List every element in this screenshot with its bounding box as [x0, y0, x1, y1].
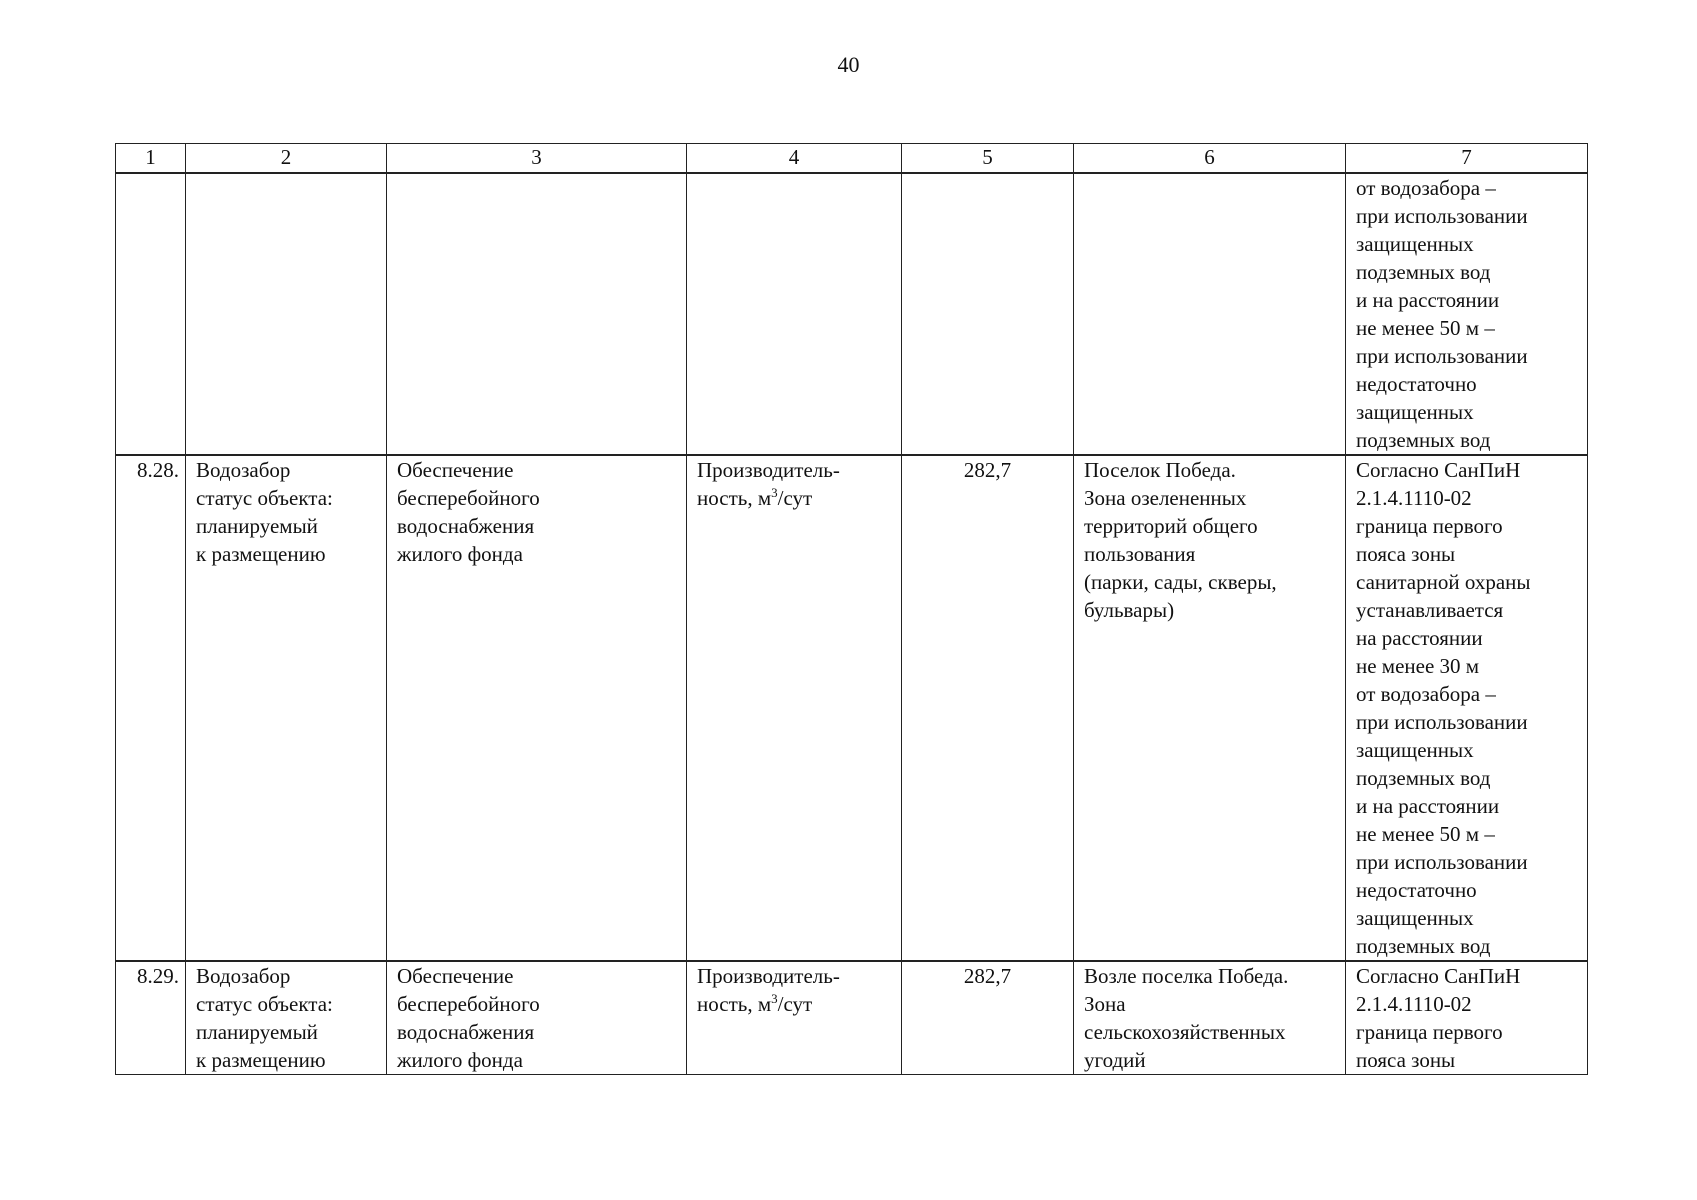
header-cell-1: 1 — [116, 144, 186, 174]
unit-superscript: 3 — [771, 991, 778, 1006]
header-row — [116, 144, 1588, 174]
cell-empty — [902, 173, 1074, 455]
unit-prefix: ность, м — [697, 486, 772, 510]
cell-empty — [687, 173, 902, 455]
object-purpose: Обеспечение бесперебойного водоснабжения жилого фонда — [387, 455, 687, 961]
capacity-value: 282,7 — [902, 961, 1074, 1075]
sanitary-zone-text: Согласно СанПиН 2.1.4.1110-02 граница первого пояса зоны санитарной охраны устанавливается на расстоянии не менее 30 м от водозабора – при использовании защищенных подземных вод и на расстоянии не менее 50 м – при использовании недостаточно защищенных подземных вод — [1346, 455, 1588, 961]
header-cell-5: 5 — [902, 144, 1074, 174]
unit-suffix: /сут — [777, 486, 813, 510]
table-row — [116, 961, 1588, 1075]
sanitary-zone-text: от водозабора – при использовании защищенных подземных вод и на расстоянии не менее 50 м – при использовании недостаточно защищенных подземных вод — [1346, 173, 1588, 455]
cell-empty — [387, 173, 687, 455]
header-cell-6: 6 — [1074, 144, 1346, 174]
row-number: 8.29. — [116, 961, 186, 1075]
unit-suffix: /сут — [777, 992, 813, 1016]
cell-empty — [1074, 173, 1346, 455]
table-row — [116, 455, 1588, 961]
location: Возле поселка Победа. Зона сельскохозяйственных угодий — [1074, 961, 1346, 1075]
capacity-label: Производитель- — [697, 458, 840, 482]
capacity-unit — [687, 455, 902, 961]
capacity-unit — [687, 961, 902, 1075]
cell-empty — [186, 173, 387, 455]
header-cell-3: 3 — [387, 144, 687, 174]
capacity-label: Производитель- — [697, 964, 840, 988]
sanitary-zone-text: Согласно СанПиН 2.1.4.1110-02 граница первого пояса зоны — [1346, 961, 1588, 1075]
object-name: Водозабор статус объекта: планируемый к размещению — [186, 455, 387, 961]
location: Поселок Победа. Зона озелененных территорий общего пользования (парки, сады, скверы, бульвары) — [1074, 455, 1346, 961]
page-number: 40 — [837, 52, 860, 77]
row-number: 8.28. — [116, 455, 186, 961]
data-table — [115, 143, 1588, 1075]
object-purpose: Обеспечение бесперебойного водоснабжения жилого фонда — [387, 961, 687, 1075]
cell-empty — [116, 173, 186, 455]
unit-prefix: ность, м — [697, 992, 772, 1016]
header-cell-4: 4 — [687, 144, 902, 174]
table-row-continuation — [116, 173, 1588, 455]
unit-superscript: 3 — [771, 485, 778, 500]
object-name: Водозабор статус объекта: планируемый к размещению — [186, 961, 387, 1075]
header-cell-2: 2 — [186, 144, 387, 174]
header-cell-7: 7 — [1346, 144, 1588, 174]
capacity-value: 282,7 — [902, 455, 1074, 961]
